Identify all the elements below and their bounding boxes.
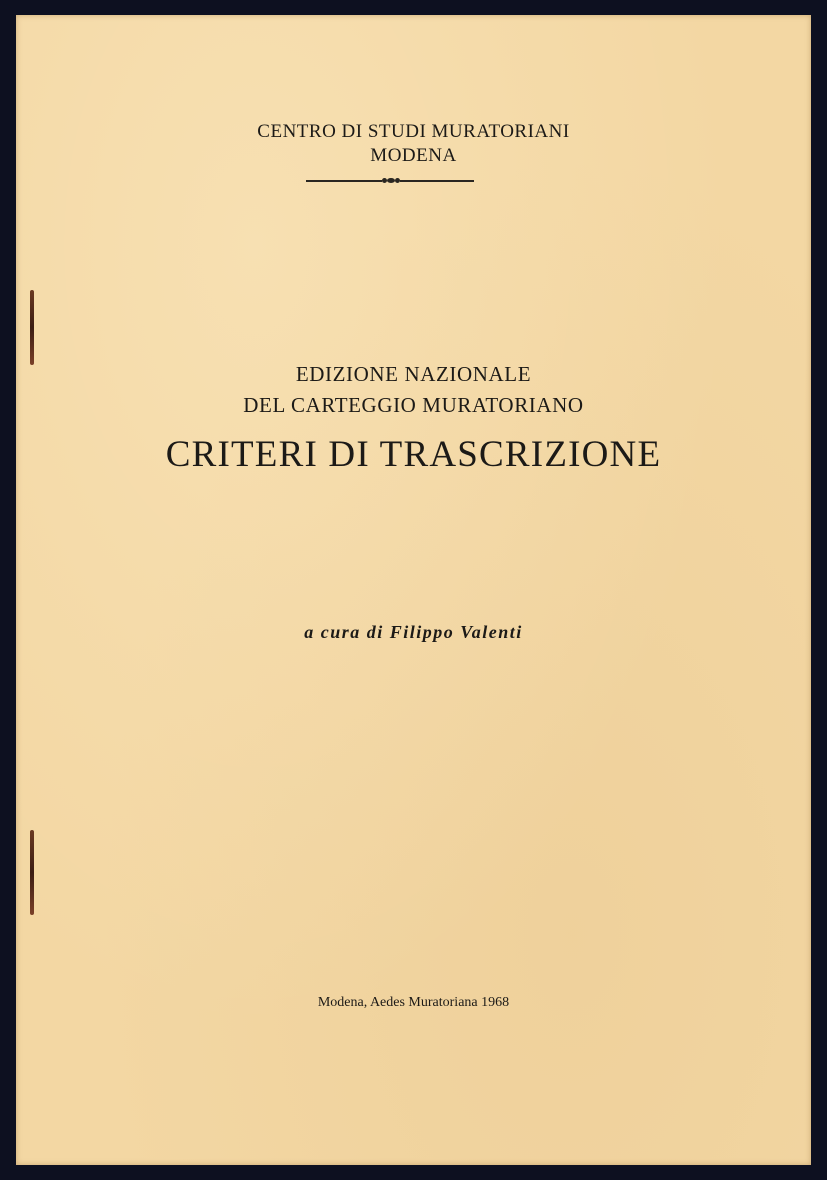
series-title-line1: EDIZIONE NAZIONALE [295, 362, 532, 386]
editor-credit: a cura di Filippo Valenti [304, 622, 523, 642]
booklet-cover-page [16, 15, 811, 1165]
staple-mark [30, 290, 34, 365]
staple-mark [30, 830, 34, 915]
ornament-divider [306, 177, 474, 185]
publisher-imprint: Modena, Aedes Muratoriana 1968 [317, 995, 510, 1010]
institution-city: MODENA [370, 145, 457, 166]
series-title-line2: DEL CARTEGGIO MURATORIANO [243, 393, 584, 417]
institution-name: CENTRO DI STUDI MURATORIANI [257, 121, 570, 142]
main-title: CRITERI DI TRASCRIZIONE [165, 434, 662, 475]
